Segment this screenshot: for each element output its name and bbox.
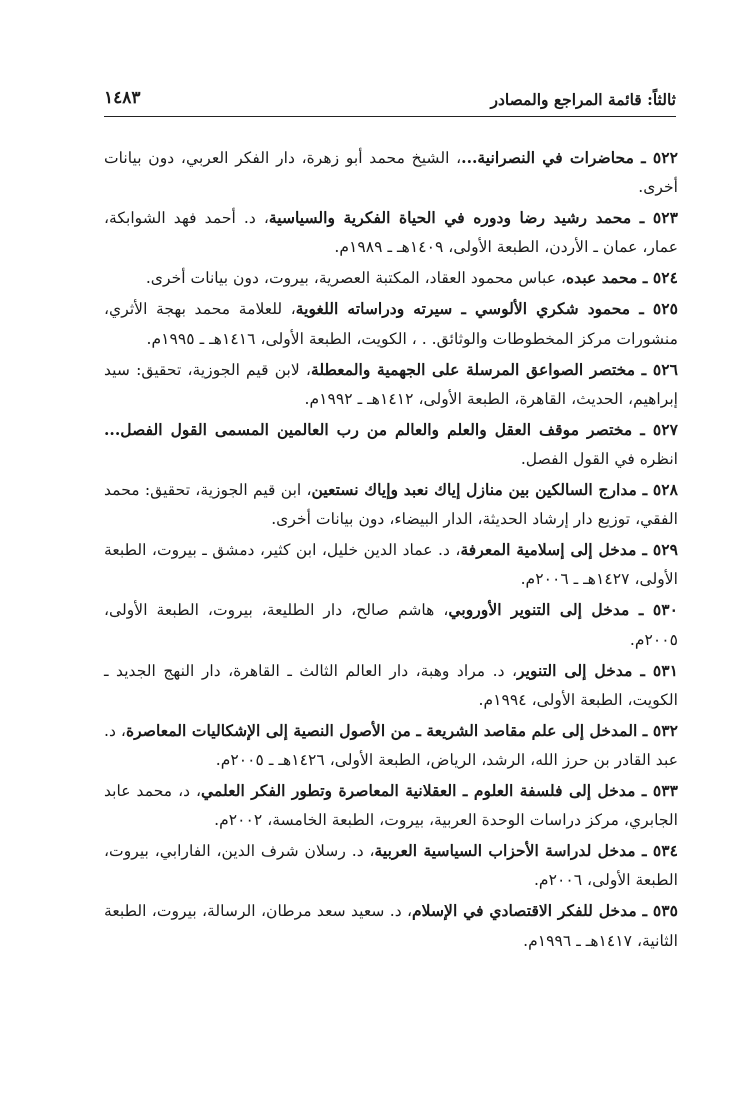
entry-number: ٥٣٤	[652, 841, 678, 861]
bibliography-entry: ٥٢٣ ـ محمد رشيد رضا ودوره في الحياة الفكرية والسياسية، د. أحمد فهد الشوابكة، عمار، عمان ـ الأردن، الطبعة الأولى، ١٤٠٩هـ ـ ١٩٨٩م.	[104, 208, 678, 257]
entry-number: ٥٢٤	[652, 268, 678, 288]
entry-details: ، د. مراد وهبة، دار العالم الثالث ـ القاهرة، دار النهج الجديد ـ الكويت، الطبعة الأولى، ١٩٩٤م.	[104, 661, 678, 709]
entry-number: ٥٣٥	[652, 901, 679, 921]
entry-title: مدخل إلى فلسفة العلوم ـ العقلانية المعاصرة وتطور الفكر العلمي	[201, 781, 636, 801]
entry-details: انظره في القول الفصل.	[520, 450, 678, 469]
entry-title: مدخل إلى التنوير	[517, 660, 633, 680]
entry-details: ، د. أحمد فهد الشوابكة، عمار، عمان ـ الأردن، الطبعة الأولى، ١٤٠٩هـ ـ ١٩٨٩م.	[104, 209, 678, 257]
entry-number: ٥٣٣	[652, 781, 678, 801]
entry-number: ٥٢٦	[652, 359, 678, 379]
entry-details: ، د. سعيد سعد مرطان، الرسالة، بيروت، الطبعة الثانية، ١٤١٧هـ ـ ١٩٩٦م.	[104, 902, 678, 950]
entry-details: ، د، محمد عابد الجابري، مركز دراسات الوحدة العربية، بيروت، الطبعة الخامسة، ٢٠٠٢م.	[104, 782, 678, 830]
entry-number: ٥٢٧	[652, 419, 678, 439]
entry-details: ، د. عبد القادر بن حرز الله، الرشد، الرياض، الطبعة الأولى، ١٤٢٦هـ ـ ٢٠٠٥م.	[104, 721, 678, 770]
entry-details: ، هاشم صالح، دار الطليعة، بيروت، الطبعة الأولى، ٢٠٠٥م.	[104, 601, 678, 649]
entry-title: مختصر الصواعق المرسلة على الجهمية والمعطلة	[310, 359, 636, 379]
bibliography-entry: ٥٣٠ ـ مدخل إلى التنوير الأوروبي، هاشم صالح، دار الطليعة، بيروت، الطبعة الأولى، ٢٠٠٥م.	[104, 600, 678, 649]
bibliography-entry: ٥٣١ ـ مدخل إلى التنوير، د. مراد وهبة، دار العالم الثالث ـ القاهرة، دار النهج الجديد ـ الكويت، الطبعة الأولى، ١٩٩٤م.	[104, 660, 678, 709]
entry-number: ٥٢٣	[652, 208, 678, 228]
page-number: ١٤٨٣	[104, 88, 141, 108]
entry-title: المدخل إلى علم مقاصد الشريعة ـ من الأصول النصية إلى الإشكاليات المعاصرة	[125, 720, 638, 740]
bibliography-list	[104, 143, 678, 957]
entry-number: ٥٢٥	[652, 299, 678, 319]
bibliography-entry: ٥٢٤ ـ محمد عبده، عباس محمود العقاد، المكتبة العصرية، بيروت، دون بيانات أخرى.	[145, 268, 678, 288]
section-title: ثالثاً: قائمة المراجع والمصادر	[490, 90, 676, 109]
bibliography-entry: ٥٢٧ ـ مختصر موقف العقل والعلم والعالم من رب العالمين المسمى القول الفصل... انظره في القول الفصل.	[104, 419, 678, 469]
entry-title: مختصر موقف العقل والعلم والعالم من رب العالمين المسمى القول الفصل...	[104, 419, 633, 439]
entry-number: ٥٢٢	[652, 148, 678, 167]
entry-title: مدخل للفكر الاقتصادي في الإسلام	[412, 901, 637, 921]
entry-title: مدارج السالكين بين منازل إياك نعبد وإياك نستعين	[311, 480, 637, 500]
bibliography-entry: ٥٣٢ ـ المدخل إلى علم مقاصد الشريعة ـ من الأصول النصية إلى الإشكاليات المعاصرة، د. عبد القادر بن حرز الله، الرشد، الرياض، الطبعة الأولى، ١٤٢٦هـ ـ ٢٠٠٥م.	[104, 720, 678, 770]
entry-details: ، ابن قيم الجوزية، تحقيق: محمد الفقي، توزيع دار إرشاد الحديثة، الدار البيضاء، دون بيانات أخرى.	[104, 481, 678, 529]
bibliography-entry: ٥٣٥ ـ مدخل للفكر الاقتصادي في الإسلام، د. سعيد سعد مرطان، الرسالة، بيروت، الطبعة الثانية، ١٤١٧هـ ـ ١٩٩٦م.	[104, 901, 679, 950]
bibliography-entry: ٥٣٤ ـ مدخل لدراسة الأحزاب السياسية العربية، د. رسلان شرف الدين، الفارابي، بيروت، الطبعة الأولى، ٢٠٠٦م.	[104, 841, 678, 890]
bibliography-entry: ٥٢٩ ـ مدخل إلى إسلامية المعرفة، د. عماد الدين خليل، ابن كثير، دمشق ـ بيروت، الطبعة الأولى، ١٤٢٧هـ ـ ٢٠٠٦م.	[104, 540, 678, 589]
bibliography-entry: ٥٣٣ ـ مدخل إلى فلسفة العلوم ـ العقلانية المعاصرة وتطور الفكر العلمي، د، محمد عابد الجابري، مركز دراسات الوحدة العربية، بيروت، الطبعة الخامسة، ٢٠٠٢م.	[104, 781, 678, 830]
entry-title: مدخل إلى التنوير الأوروبي	[448, 600, 630, 620]
entry-title: مدخل إلى إسلامية المعرفة	[460, 540, 637, 560]
entry-number: ٥٢٨	[652, 480, 678, 500]
entry-number: ٥٣٢	[652, 720, 678, 740]
entry-details: ، عباس محمود العقاد، المكتبة العصرية، بيروت، دون بيانات أخرى.	[145, 269, 566, 288]
entry-number: ٥٢٩	[652, 540, 678, 560]
entry-details: ، للعلامة محمد بهجة الأثري، منشورات مركز المخطوطات والوثائق. . ، الكويت، الطبعة الأولى، ١٤١٦هـ ـ ١٩٩٥م.	[104, 300, 678, 348]
bibliography-entry: ٥٢٥ ـ محمود شكري الألوسي ـ سيرته ودراساته اللغوية، للعلامة محمد بهجة الأثري، منشورات مركز المخطوطات والوثائق. . ، الكويت، الطبعة الأولى، ١٤١٦هـ ـ ١٩٩٥م.	[104, 299, 678, 348]
bibliography-entry: ٥٢٢ ـ محاضرات في النصرانية...، الشيخ محمد أبو زهرة، دار الفكر العربي، دون بيانات أخرى.	[104, 148, 678, 197]
entry-number: ٥٣٠	[652, 600, 678, 620]
bibliography-entry: ٥٢٦ ـ مختصر الصواعق المرسلة على الجهمية والمعطلة، لابن قيم الجوزية، تحقيق: سيد إبراهيم، الحديث، القاهرة، الطبعة الأولى، ١٤١٢هـ ـ ١٩٩٢م.	[104, 359, 678, 408]
entry-number: ٥٣١	[652, 660, 678, 680]
entry-title: محمد رشيد رضا ودوره في الحياة الفكرية والسياسية	[268, 208, 632, 228]
entry-details: ، الشيخ محمد أبو زهرة، دار الفكر العربي، دون بيانات أخرى.	[104, 149, 678, 197]
page-header	[104, 86, 676, 117]
entry-details: ، لابن قيم الجوزية، تحقيق: سيد إبراهيم، الحديث، القاهرة، الطبعة الأولى، ١٤١٢هـ ـ ١٩٩٢م.	[104, 360, 678, 408]
entry-details: ، د. عماد الدين خليل، ابن كثير، دمشق ـ بيروت، الطبعة الأولى، ١٤٢٧هـ ـ ٢٠٠٦م.	[104, 541, 678, 589]
entry-title: مدخل لدراسة الأحزاب السياسية العربية	[374, 841, 636, 861]
entry-details: ، د. رسلان شرف الدين، الفارابي، بيروت، الطبعة الأولى، ٢٠٠٦م.	[104, 842, 678, 890]
entry-title: محمد عبده	[566, 268, 638, 288]
entry-title: محمود شكري الألوسي ـ سيرته ودراساته اللغوية	[295, 299, 631, 319]
entry-title: محاضرات في النصرانية...	[461, 148, 634, 167]
bibliography-entry: ٥٢٨ ـ مدارج السالكين بين منازل إياك نعبد وإياك نستعين، ابن قيم الجوزية، تحقيق: محمد الفقي، توزيع دار إرشاد الحديثة، الدار البيضاء، دون بيانات أخرى.	[104, 480, 678, 529]
